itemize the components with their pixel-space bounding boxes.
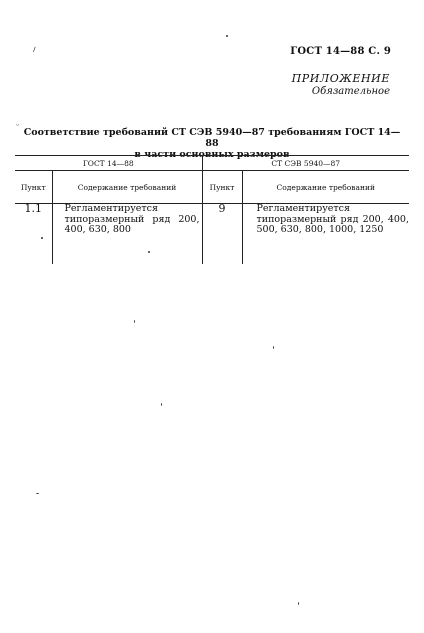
column-header-row [15, 171, 409, 204]
scan-corner-mark: ᵕ [16, 121, 20, 130]
caption-line-1: Соответствие требований СТ СЭВ 5940—87 требованиям ГОСТ 14—88 [23, 127, 401, 149]
scan-speck [36, 493, 39, 494]
column-header-content-left: Содержание требований [52, 171, 202, 204]
standards-header-row [15, 156, 409, 171]
requirements-table [15, 155, 409, 264]
scan-speck [161, 403, 162, 406]
scan-speck [134, 320, 135, 323]
scan-speck [148, 251, 150, 253]
appendix-title: ПРИЛОЖЕНИЕ [291, 72, 390, 85]
right-standard-header: СТ СЭВ 5940—87 [202, 156, 409, 171]
scan-speck [298, 602, 299, 605]
table-row [15, 204, 409, 265]
column-header-content-right: Содержание требований [242, 171, 409, 204]
scan-speck [226, 35, 228, 37]
page-header: ГОСТ 14—88 С. 9 [290, 46, 391, 57]
right-requirement-cell: Регламентируется типоразмерный ряд 200, 400, 500, 630, 800, 1000, 1250 [256, 203, 409, 235]
appendix-block [292, 72, 390, 97]
scan-tick-mark: ⸝ [27, 39, 39, 55]
column-header-clause-left: Пункт [15, 171, 52, 204]
appendix-subtitle: Обязательное [311, 86, 390, 97]
left-requirement-cell: Регламентируется типоразмерный ряд 200, 400, 630, 800 [52, 204, 202, 265]
scan-speck [41, 237, 43, 239]
scan-speck [273, 346, 274, 349]
left-standard-header: ГОСТ 14—88 [15, 156, 202, 171]
column-header-clause-right: Пункт [202, 171, 242, 204]
right-clause-cell: 9 [202, 204, 242, 265]
left-clause-cell: 1.1 [15, 204, 52, 265]
caption-line-2: в части основных размеров [134, 149, 290, 160]
